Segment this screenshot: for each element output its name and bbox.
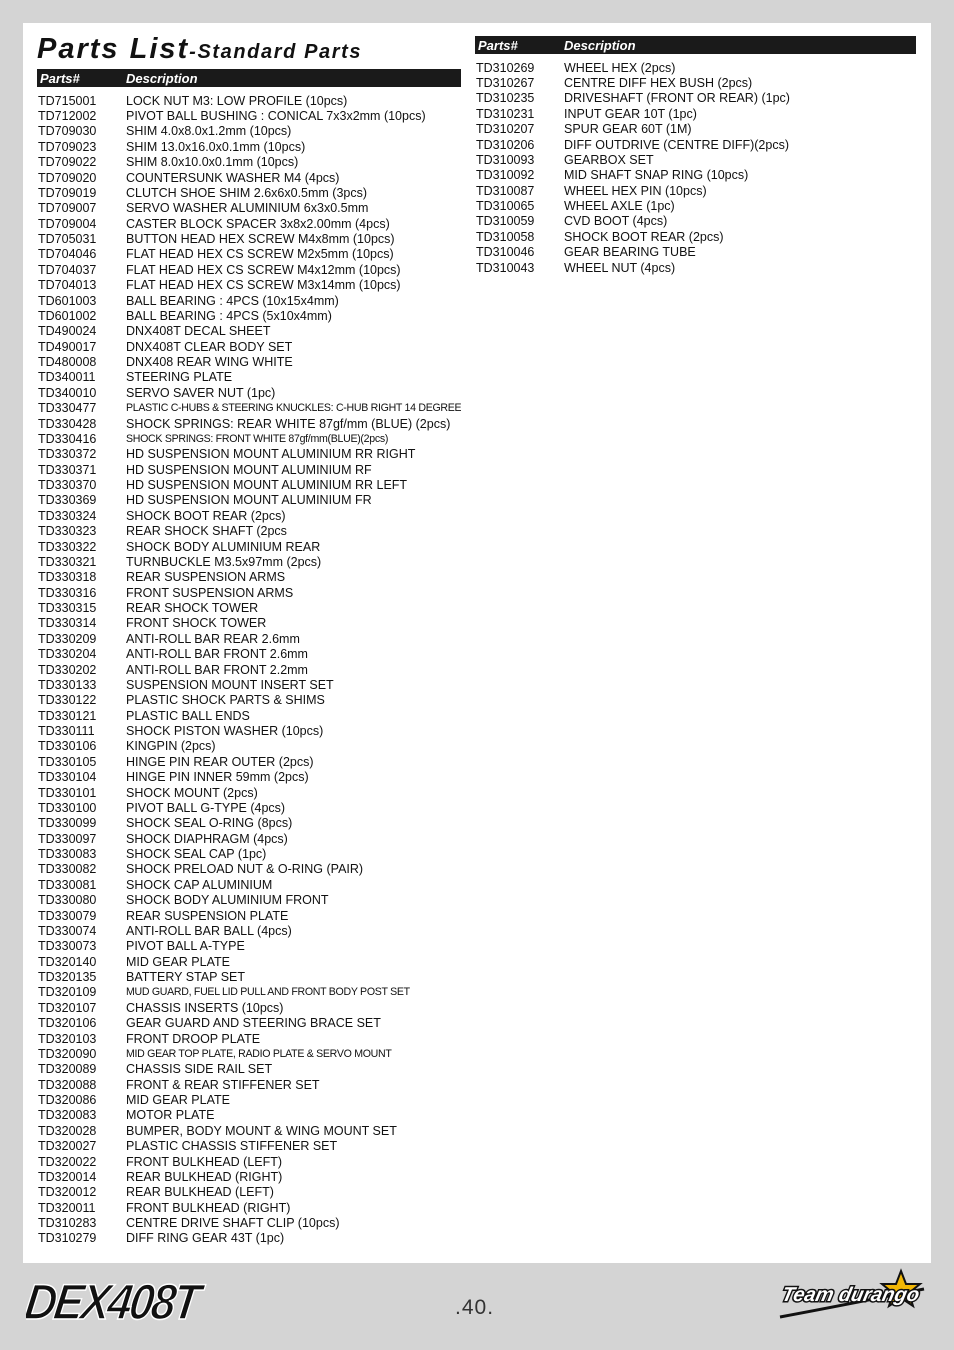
part-number: TD330122 xyxy=(38,693,97,708)
table-row xyxy=(475,229,916,244)
column-header-description: Description xyxy=(564,37,636,53)
part-description: FRONT & REAR STIFFENER SET xyxy=(126,1077,320,1092)
part-description: BUTTON HEAD HEX SCREW M4x8mm (10pcs) xyxy=(126,232,395,247)
table-row xyxy=(475,91,916,106)
table-row xyxy=(37,585,461,600)
table-row xyxy=(37,201,461,216)
part-number: TD310093 xyxy=(476,152,535,167)
part-number: TD704013 xyxy=(38,278,97,293)
part-description: DIFF RING GEAR 43T (1pc) xyxy=(126,1231,285,1246)
table-header xyxy=(37,69,461,87)
part-description: WHEEL HEX (2pcs) xyxy=(564,60,676,75)
part-number: TD310235 xyxy=(476,91,535,106)
part-number: TD330106 xyxy=(38,739,97,754)
table-row xyxy=(37,708,461,723)
table-row xyxy=(37,985,461,1000)
table-row xyxy=(37,923,461,938)
column-header-part: Parts# xyxy=(478,37,518,53)
parts-rows-left xyxy=(37,93,461,1246)
table-row xyxy=(37,508,461,523)
table-row xyxy=(37,554,461,569)
part-description: BALL BEARING : 4PCS (5x10x4mm) xyxy=(126,308,332,323)
part-number: TD330105 xyxy=(38,754,97,769)
part-number: TD320107 xyxy=(38,1000,97,1015)
table-row xyxy=(475,106,916,121)
table-row xyxy=(37,447,461,462)
part-number: TD330080 xyxy=(38,893,97,908)
part-description: GEARBOX SET xyxy=(564,152,654,167)
table-row xyxy=(37,262,461,277)
dex408t-logo-graphic xyxy=(26,1273,226,1325)
part-description: INPUT GEAR 10T (1pc) xyxy=(564,106,697,121)
part-number: TD330074 xyxy=(38,923,97,938)
part-number: TD330321 xyxy=(38,554,97,569)
part-number: TD310206 xyxy=(476,137,535,152)
part-description: PLASTIC SHOCK PARTS & SHIMS xyxy=(126,693,325,708)
table-row xyxy=(37,908,461,923)
table-row xyxy=(37,108,461,123)
part-number: TD310231 xyxy=(476,106,535,121)
column-header-part: Parts# xyxy=(40,70,80,86)
part-description: SHOCK DIAPHRAGM (4pcs) xyxy=(126,831,288,846)
part-number: TD320027 xyxy=(38,1139,97,1154)
table-row xyxy=(37,216,461,231)
part-description: SHOCK PRELOAD NUT & O-RING (PAIR) xyxy=(126,862,364,877)
part-description: FLAT HEAD HEX CS SCREW M2x5mm (10pcs) xyxy=(126,247,394,262)
table-row xyxy=(475,122,916,137)
part-description: REAR SHOCK SHAFT (2pcs xyxy=(126,524,287,539)
table-row xyxy=(37,1169,461,1184)
part-number: TD310092 xyxy=(476,168,535,183)
part-number: TD320083 xyxy=(38,1108,97,1123)
table-row xyxy=(37,816,461,831)
table-row xyxy=(37,1231,461,1246)
part-description: SHOCK BOOT REAR (2pcs) xyxy=(564,229,724,244)
table-row xyxy=(37,954,461,969)
part-number: TD712002 xyxy=(38,109,97,124)
table-row xyxy=(37,846,461,861)
part-description: WHEEL NUT (4pcs) xyxy=(564,260,676,275)
part-description: HD SUSPENSION MOUNT ALUMINIUM RF xyxy=(126,462,372,477)
part-number: TD601002 xyxy=(38,308,97,323)
part-number: TD320028 xyxy=(38,1123,97,1138)
part-number: TD330209 xyxy=(38,631,97,646)
part-number: TD330097 xyxy=(38,831,97,846)
part-number: TD310046 xyxy=(476,245,535,260)
table-row xyxy=(37,1077,461,1092)
table-row xyxy=(37,385,461,400)
part-description: ANTI-ROLL BAR FRONT 2.2mm xyxy=(126,662,308,677)
part-description: FRONT BULKHEAD (RIGHT) xyxy=(126,1200,291,1215)
part-number: TD490024 xyxy=(38,324,97,339)
table-row xyxy=(37,247,461,262)
table-row xyxy=(37,401,461,416)
part-description: BUMPER, BODY MOUNT & WING MOUNT SET xyxy=(126,1123,397,1138)
part-number: TD709022 xyxy=(38,155,97,170)
part-description: REAR BULKHEAD (RIGHT) xyxy=(126,1169,283,1184)
part-number: TD320103 xyxy=(38,1031,97,1046)
part-description: REAR BULKHEAD (LEFT) xyxy=(126,1185,274,1200)
part-number: TD330324 xyxy=(38,508,97,523)
part-description: SHIM 4.0x8.0x1.2mm (10pcs) xyxy=(126,124,292,139)
table-row xyxy=(37,1016,461,1031)
table-row xyxy=(37,969,461,984)
table-row xyxy=(37,431,461,446)
table-row xyxy=(37,1031,461,1046)
part-description: PLASTIC BALL ENDS xyxy=(126,708,250,723)
table-row xyxy=(37,739,461,754)
table-row xyxy=(37,631,461,646)
part-description: BATTERY STAP SET xyxy=(126,970,246,985)
part-number: TD330315 xyxy=(38,601,97,616)
table-row xyxy=(475,260,916,275)
team-durango-logo-graphic xyxy=(774,1267,934,1331)
page-title xyxy=(37,29,362,66)
part-number: TD340010 xyxy=(38,385,97,400)
table-row xyxy=(475,168,916,183)
table-row xyxy=(37,770,461,785)
table-row xyxy=(37,893,461,908)
part-number: TD320011 xyxy=(38,1200,96,1215)
part-description: MUD GUARD, FUEL LID PULL AND FRONT BODY POST SET xyxy=(126,986,410,999)
table-row xyxy=(37,1123,461,1138)
part-number: TD330477 xyxy=(38,401,97,416)
part-description: SHIM 13.0x16.0x0.1mm (10pcs) xyxy=(126,139,306,154)
part-description: GEAR BEARING TUBE xyxy=(564,245,696,260)
part-number: TD310207 xyxy=(476,122,535,137)
part-number: TD320022 xyxy=(38,1154,97,1169)
part-number: TD330416 xyxy=(38,431,97,446)
table-row xyxy=(475,198,916,213)
part-description: COUNTERSUNK WASHER M4 (4pcs) xyxy=(126,170,340,185)
part-description: HINGE PIN REAR OUTER (2pcs) xyxy=(126,754,314,769)
table-row xyxy=(37,1046,461,1061)
part-description: SUSPENSION MOUNT INSERT SET xyxy=(126,677,334,692)
part-description: PIVOT BALL G-TYPE (4pcs) xyxy=(126,800,286,815)
part-number: TD490017 xyxy=(38,339,97,354)
part-number: TD320086 xyxy=(38,1093,97,1108)
part-description: HD SUSPENSION MOUNT ALUMINIUM RR RIGHT xyxy=(126,447,416,462)
part-description: SPUR GEAR 60T (1M) xyxy=(564,122,692,137)
part-description: FLAT HEAD HEX CS SCREW M3x14mm (10pcs) xyxy=(126,278,401,293)
part-description: KINGPIN (2pcs) xyxy=(126,739,216,754)
part-number: TD330111 xyxy=(38,724,95,739)
part-description: BALL BEARING : 4PCS (10x15x4mm) xyxy=(126,293,339,308)
part-description: PIVOT BALL A-TYPE xyxy=(126,939,245,954)
part-description: SHOCK MOUNT (2pcs) xyxy=(126,785,258,800)
table-row xyxy=(37,339,461,354)
part-number: TD310065 xyxy=(476,199,535,214)
svg-text:Team durango: Team durango xyxy=(779,1284,922,1306)
part-description: DRIVESHAFT (FRONT OR REAR) (1pc) xyxy=(564,91,790,106)
part-number: TD709004 xyxy=(38,216,97,231)
table-row xyxy=(37,939,461,954)
table-row xyxy=(475,183,916,198)
table-row xyxy=(37,1215,461,1230)
table-row xyxy=(37,693,461,708)
table-row xyxy=(37,616,461,631)
part-number: TD320135 xyxy=(38,970,97,985)
part-description: SHOCK SEAL O-RING (8pcs) xyxy=(126,816,293,831)
part-description: LOCK NUT M3: LOW PROFILE (10pcs) xyxy=(126,93,348,108)
table-row xyxy=(37,877,461,892)
table-row xyxy=(475,60,916,75)
part-number: TD330370 xyxy=(38,478,97,493)
table-header xyxy=(475,36,916,54)
part-description: SHOCK SPRINGS: FRONT WHITE 87gf/mm(BLUE)(2pcs) xyxy=(126,432,389,445)
part-description: ANTI-ROLL BAR FRONT 2.6mm xyxy=(126,647,308,662)
part-description: DNX408T DECAL SHEET xyxy=(126,324,271,339)
part-number: TD330202 xyxy=(38,662,97,677)
part-number: TD310059 xyxy=(476,214,535,229)
part-number: TD330104 xyxy=(38,770,97,785)
part-number: TD709030 xyxy=(38,124,97,139)
part-description: FRONT SUSPENSION ARMS xyxy=(126,585,294,600)
table-row xyxy=(37,155,461,170)
part-number: TD310269 xyxy=(476,60,535,75)
table-row xyxy=(37,308,461,323)
part-description: SHOCK BODY ALUMINIUM REAR xyxy=(126,539,321,554)
part-description: MID GEAR TOP PLATE, RADIO PLATE & SERVO MOUNT xyxy=(126,1047,392,1060)
part-description: HINGE PIN INNER 59mm (2pcs) xyxy=(126,770,309,785)
part-description: CASTER BLOCK SPACER 3x8x2.00mm (4pcs) xyxy=(126,216,390,231)
team-durango-logo xyxy=(774,1267,934,1336)
part-number: TD709020 xyxy=(38,170,97,185)
table-row xyxy=(37,139,461,154)
table-row xyxy=(37,185,461,200)
part-description: CHASSIS INSERTS (10pcs) xyxy=(126,1000,284,1015)
part-description: TURNBUCKLE M3.5x97mm (2pcs) xyxy=(126,554,322,569)
part-description: CHASSIS SIDE RAIL SET xyxy=(126,1062,273,1077)
table-row xyxy=(475,137,916,152)
part-description: REAR SUSPENSION PLATE xyxy=(126,908,289,923)
table-row xyxy=(37,862,461,877)
part-description: REAR SHOCK TOWER xyxy=(126,601,259,616)
part-number: TD330314 xyxy=(38,616,97,631)
table-row xyxy=(37,93,461,108)
part-number: TD320012 xyxy=(38,1185,97,1200)
part-description: CVD BOOT (4pcs) xyxy=(564,214,668,229)
part-description: PLASTIC C-HUBS & STEERING KNUCKLES: C-HUB RIGHT 14 DEGREE xyxy=(126,402,461,415)
part-description: ANTI-ROLL BAR BALL (4pcs) xyxy=(126,923,292,938)
part-description: GEAR GUARD AND STEERING BRACE SET xyxy=(126,1016,381,1031)
part-number: TD330371 xyxy=(38,462,97,477)
part-number: TD709007 xyxy=(38,201,97,216)
table-row xyxy=(37,524,461,539)
table-row xyxy=(37,723,461,738)
table-row xyxy=(37,1154,461,1169)
part-description: MID GEAR PLATE xyxy=(126,1093,230,1108)
part-description: DNX408 REAR WING WHITE xyxy=(126,355,293,370)
part-number: TD320140 xyxy=(38,954,97,969)
part-description: CENTRE DIFF HEX BUSH (2pcs) xyxy=(564,76,753,91)
column-header-description: Description xyxy=(126,70,198,86)
part-number: TD330101 xyxy=(38,785,97,800)
part-description: CLUTCH SHOE SHIM 2.6x6x0.5mm (3pcs) xyxy=(126,185,368,200)
table-row xyxy=(37,570,461,585)
part-description: STEERING PLATE xyxy=(126,370,233,385)
part-number: TD320090 xyxy=(38,1046,97,1061)
table-row xyxy=(37,278,461,293)
part-number: TD480008 xyxy=(38,355,97,370)
part-number: TD310058 xyxy=(476,229,535,244)
part-description: FRONT DROOP PLATE xyxy=(126,1031,261,1046)
table-row xyxy=(37,1139,461,1154)
part-description: MID SHAFT SNAP RING (10pcs) xyxy=(564,168,749,183)
table-row xyxy=(37,170,461,185)
part-number: TD709023 xyxy=(38,139,97,154)
part-number: TD310267 xyxy=(476,76,535,91)
parts-sheet xyxy=(23,23,931,1263)
table-row xyxy=(37,831,461,846)
table-row xyxy=(37,647,461,662)
part-description: FRONT BULKHEAD (LEFT) xyxy=(126,1154,283,1169)
table-row xyxy=(37,477,461,492)
part-number: TD310087 xyxy=(476,183,535,198)
table-row xyxy=(37,800,461,815)
part-number: TD330133 xyxy=(38,677,97,692)
table-row xyxy=(37,293,461,308)
part-number: TD330083 xyxy=(38,847,97,862)
part-number: TD310279 xyxy=(38,1231,97,1246)
part-description: SHOCK PISTON WASHER (10pcs) xyxy=(126,724,324,739)
part-number: TD330316 xyxy=(38,585,97,600)
part-number: TD330073 xyxy=(38,939,97,954)
part-number: TD330100 xyxy=(38,800,97,815)
part-description: CENTRE DRIVE SHAFT CLIP (10pcs) xyxy=(126,1216,340,1231)
part-description: WHEEL AXLE (1pc) xyxy=(564,199,675,214)
table-row xyxy=(37,1108,461,1123)
table-row xyxy=(37,785,461,800)
part-description: PLASTIC CHASSIS STIFFENER SET xyxy=(126,1139,338,1154)
table-row xyxy=(37,462,461,477)
table-row xyxy=(37,662,461,677)
part-number: TD330081 xyxy=(38,877,97,892)
part-number: TD320106 xyxy=(38,1016,97,1031)
part-number: TD320014 xyxy=(38,1169,97,1184)
part-number: TD340011 xyxy=(38,370,96,385)
part-description: SHOCK CAP ALUMINIUM xyxy=(126,877,273,892)
page-number: .40. xyxy=(455,1296,495,1319)
table-row xyxy=(37,231,461,246)
table-row xyxy=(37,677,461,692)
page-footer xyxy=(0,1263,954,1350)
part-description: DNX408T CLEAR BODY SET xyxy=(126,339,293,354)
part-number: TD601003 xyxy=(38,293,97,308)
part-description: ANTI-ROLL BAR REAR 2.6mm xyxy=(126,631,300,646)
part-description: SERVO SAVER NUT (1pc) xyxy=(126,385,276,400)
part-number: TD330372 xyxy=(38,447,97,462)
title-main: Parts List xyxy=(37,33,190,65)
part-number: TD330099 xyxy=(38,816,97,831)
part-number: TD330323 xyxy=(38,524,97,539)
part-number: TD330121 xyxy=(38,708,97,723)
part-description: HD SUSPENSION MOUNT ALUMINIUM RR LEFT xyxy=(126,478,408,493)
part-description: FRONT SHOCK TOWER xyxy=(126,616,267,631)
table-row xyxy=(475,214,916,229)
part-description: SHOCK BODY ALUMINIUM FRONT xyxy=(126,893,329,908)
table-row xyxy=(475,245,916,260)
table-row xyxy=(37,539,461,554)
parts-table-right xyxy=(475,36,916,275)
part-description: HD SUSPENSION MOUNT ALUMINIUM FR xyxy=(126,493,372,508)
part-number: TD330079 xyxy=(38,908,97,923)
part-number: TD704037 xyxy=(38,262,97,277)
part-description: REAR SUSPENSION ARMS xyxy=(126,570,286,585)
part-number: TD330318 xyxy=(38,570,97,585)
title-dash: - xyxy=(189,41,198,63)
table-row xyxy=(37,370,461,385)
table-row xyxy=(37,493,461,508)
title-sub: Standard Parts xyxy=(197,41,363,63)
table-row xyxy=(37,1092,461,1107)
table-row xyxy=(37,416,461,431)
table-row xyxy=(37,124,461,139)
part-number: TD330322 xyxy=(38,539,97,554)
part-description: WHEEL HEX PIN (10pcs) xyxy=(564,183,707,198)
part-number: TD310283 xyxy=(38,1216,97,1231)
part-number: TD715001 xyxy=(38,93,97,108)
table-row xyxy=(37,1185,461,1200)
part-number: TD330204 xyxy=(38,647,97,662)
part-description: PIVOT BALL BUSHING : CONICAL 7x3x2mm (10pcs) xyxy=(126,109,426,124)
table-row xyxy=(37,1200,461,1215)
table-row xyxy=(37,754,461,769)
part-number: TD704046 xyxy=(38,247,97,262)
part-description: FLAT HEAD HEX CS SCREW M4x12mm (10pcs) xyxy=(126,262,401,277)
parts-rows-right xyxy=(475,60,916,275)
part-description: MID GEAR PLATE xyxy=(126,954,230,969)
part-number: TD709019 xyxy=(38,185,97,200)
dex408t-logo xyxy=(26,1273,226,1330)
svg-text:DEX408T: DEX408T xyxy=(26,1274,202,1325)
part-description: SHOCK BOOT REAR (2pcs) xyxy=(126,508,286,523)
part-number: TD310043 xyxy=(476,260,535,275)
part-number: TD320088 xyxy=(38,1077,97,1092)
table-row xyxy=(475,152,916,167)
part-number: TD330369 xyxy=(38,493,97,508)
part-description: MOTOR PLATE xyxy=(126,1108,215,1123)
part-number: TD705031 xyxy=(38,232,97,247)
part-number: TD320089 xyxy=(38,1062,97,1077)
table-row xyxy=(37,354,461,369)
table-row xyxy=(37,600,461,615)
part-number: TD330428 xyxy=(38,416,97,431)
part-number: TD320109 xyxy=(38,985,97,1000)
table-row xyxy=(37,1062,461,1077)
parts-table-left xyxy=(37,69,461,1246)
part-number: TD330082 xyxy=(38,862,97,877)
part-description: SHIM 8.0x10.0x0.1mm (10pcs) xyxy=(126,155,299,170)
part-description: SHOCK SPRINGS: REAR WHITE 87gf/mm (BLUE) (2pcs) xyxy=(126,416,451,431)
table-row xyxy=(37,324,461,339)
part-description: SHOCK SEAL CAP (1pc) xyxy=(126,847,267,862)
table-row xyxy=(37,1000,461,1015)
part-description: DIFF OUTDRIVE (CENTRE DIFF)(2pcs) xyxy=(564,137,789,152)
part-description: SERVO WASHER ALUMINIUM 6x3x0.5mm xyxy=(126,201,369,216)
table-row xyxy=(475,75,916,90)
